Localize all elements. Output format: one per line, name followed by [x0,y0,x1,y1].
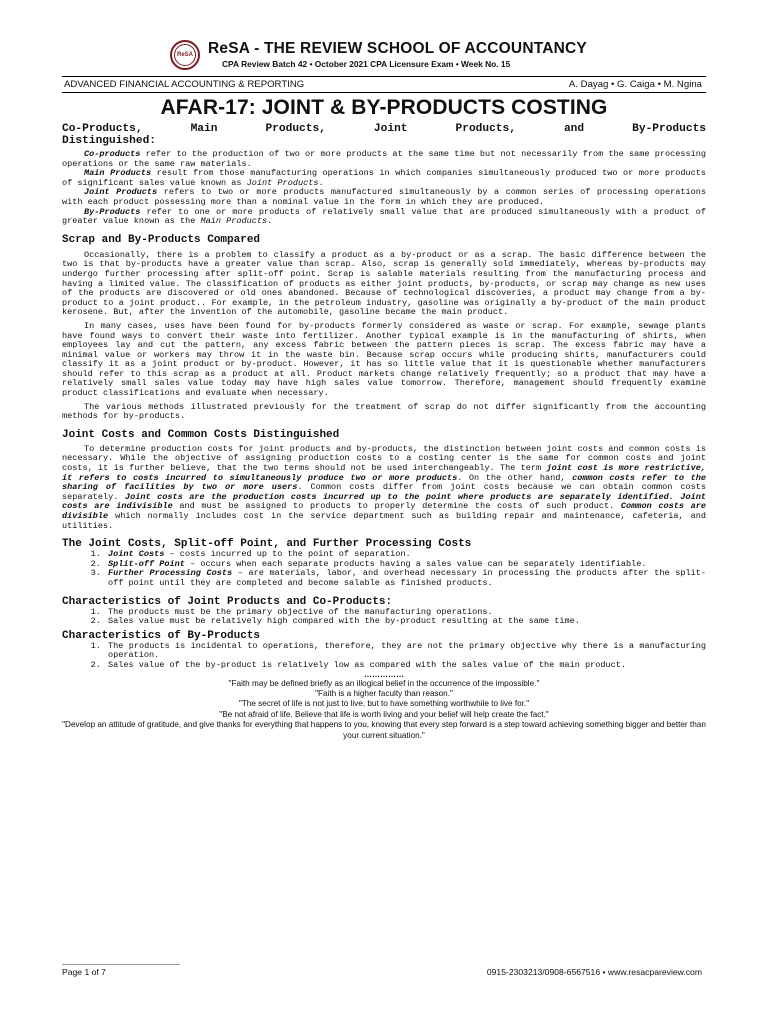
contact-info: 0915-2303213/0908-6567516 • www.resacpareview.com [486,967,702,977]
scrap-paragraph-2: In many cases, uses have been found for by-products formerly considered as waste or scrap. For example, sewage plants have found ways to convert their waste into fertilizer. Another typical example is in the manufacturing of shirts, when employees lay and cut the pattern, any excess fabric between the pattern pieces is scrap. The excess fabric may have a minimal value or workers may throw it in the waste bin. Because scrap occurs while producing shirts, manufacturers could classify it as a joint product or by-product. However, it has so little value that it is questionable whether manufacturers should refer to this scrap as a product at all. Product markets change relatively frequently; so a product that may have a relatively small sales value today may have high sales value tomorrow. Therefore, management should frequently examine product classifications and evaluate when necessary. [62,320,706,399]
def-by-products: By-Products refer to one or more products of relatively small value that are produced simultaneously with a product of greater value known as the Main Products. [62,206,706,227]
split-off-list [62,550,706,588]
section-heading-joint-costs: Joint Costs and Common Costs Distinguished [62,428,340,441]
page [62,38,706,741]
separator: …………… [364,669,404,679]
batch-info: CPA Review Batch 42 • October 2021 CPA Licensure Exam • Week No. 15 [222,59,511,69]
list-item: 3. Further Processing Costs – are materials, labor, and overhead necessary in processing the products after the split-off point until they are completed and become salable as finished products. [106,569,706,588]
def-joint-products: Joint Products refers to two or more products manufactured simultaneously by a common series of processing operations with each product possessing more than a nominal value in the form in which they are produced. [62,187,706,207]
definitions [62,150,706,227]
list-item: 1. The products is incidental to operations, therefore, they are not the primary objective why there is a manufacturing operation. [106,642,706,661]
authors: A. Dayag • G. Caiga • M. Ngina [568,78,702,90]
page-number: Page 1 of 7 [62,967,106,977]
scrap-paragraph-3: The various methods illustrated previously for the treatment of scrap do not differ significantly from the accounting methods for by-products. [62,401,706,422]
resa-logo-text: ReSA [174,44,196,66]
quote: "Be not afraid of life. Believe that life is worth living and your belief will help create the fact." [219,709,549,719]
section-heading-by-product-characteristics: Characteristics of By-Products [62,629,261,642]
joint-costs-paragraph: To determine production costs for joint products and by-products, the distinction between joint costs and common costs is necessary. While the objective of assigning production costs to a costing center is the same for common costs and joint costs, it is further believe, that the two terms should not be used interchangeably. The term joint cost is more restrictive, it refers to costs incurred to simultaneously produce two or more products. On the other hand, common costs refer to the sharing of facilities by two or more users. Common costs differ from joint costs because we can obtain common costs separately. Joint costs are the production costs incurred up to the point where products are separately identified. Joint costs are indivisible and must be assigned to products to properly determine the costs of such product. Common costs are divisible which normally includes cost in the service department such as building repair and maintenance, cafeteria, and utilities. [62,443,707,531]
list-item: 1. The products must be the primary objective of the manufacturing operations. [106,608,706,618]
section-heading-scrap: Scrap and By-Products Compared [62,233,261,246]
quote: "The secret of life is not just to live, but to have something worthwhile to live for." [238,699,530,709]
section-heading-co-products-cont: Distinguished: [62,135,156,147]
document-title: AFAR-17: JOINT & BY-PRODUCTS COSTING [160,96,608,119]
list-item: 2. Sales value of the by-product is relatively low as compared with the sales value of the main product. [106,661,706,671]
joint-costs-body [62,445,706,531]
list-item: 2. Sales value must be relatively high compared with the by-product resulting at the same time. [106,617,706,627]
quote: "Faith is a higher faculty than reason." [315,688,453,698]
section-heading-split-off: The Joint Costs, Split-off Point, and Further Processing Costs [62,538,472,551]
list-item: 2. Split-off Point – occurs when each separate products having a sales value can be separately identifiable. [106,560,706,570]
by-product-characteristics-list [62,642,706,671]
section-heading-co-products: Co-Products, Main Products, Joint Products, and By-Products [62,123,706,135]
subject-bar [62,76,706,93]
resa-logo [170,40,200,70]
quotes-block [54,679,714,741]
school-name: ReSA - THE REVIEW SCHOOL OF ACCOUNTANCY [208,40,587,57]
subject-name: ADVANCED FINANCIAL ACCOUNTING & REPORTING [64,78,305,90]
section-heading-joint-characteristics: Characteristics of Joint Products and Co-Products: [62,595,393,608]
list-item: 1. Joint Costs – costs incurred up to the point of separation. [106,550,706,560]
joint-characteristics-list [62,608,706,627]
letterhead [62,38,706,74]
scrap-paragraph-1: Occasionally, there is a problem to classify a product as a by-product or as a scrap. The basic difference between the two is that by-products have a greater value than scrap. Also, scrap is generally sold immediately, whereas by-products may undergo further processing after split-off point. Scrap is salable materials resulting from the manufacturing process and having a limited value. The classification of products as either joint products, by-products, or scrap may change as new uses of the products are discovered or old ones abandoned. Because of technological discoveries, a product may change from a by-product to a joint product.. For example, in the petroleum industry, gasoline was originally a by-product of the main product kerosene. But, after the invention of the automobile, gasoline became the main product. [62,249,706,318]
scrap-body [62,251,706,422]
quote: "Faith may be defined briefly as an illogical belief in the occurrence of the impossible." [228,678,540,688]
def-main-products: Main Products result from those manufacturing operations in which companies simultaneously produced two or more products of significant sales value known as Joint Products. [62,168,706,188]
quote: "Develop an attitude of gratitude, and give thanks for everything that happens to you, knowing that every step forward is a step toward achieving something bigger and better than your current situation." [62,720,706,740]
footer-rule [62,964,180,965]
def-co-products: Co-products refer to the production of two or more products at the same time but not necessarily from the same processing operations or the same raw materials. [62,149,706,169]
